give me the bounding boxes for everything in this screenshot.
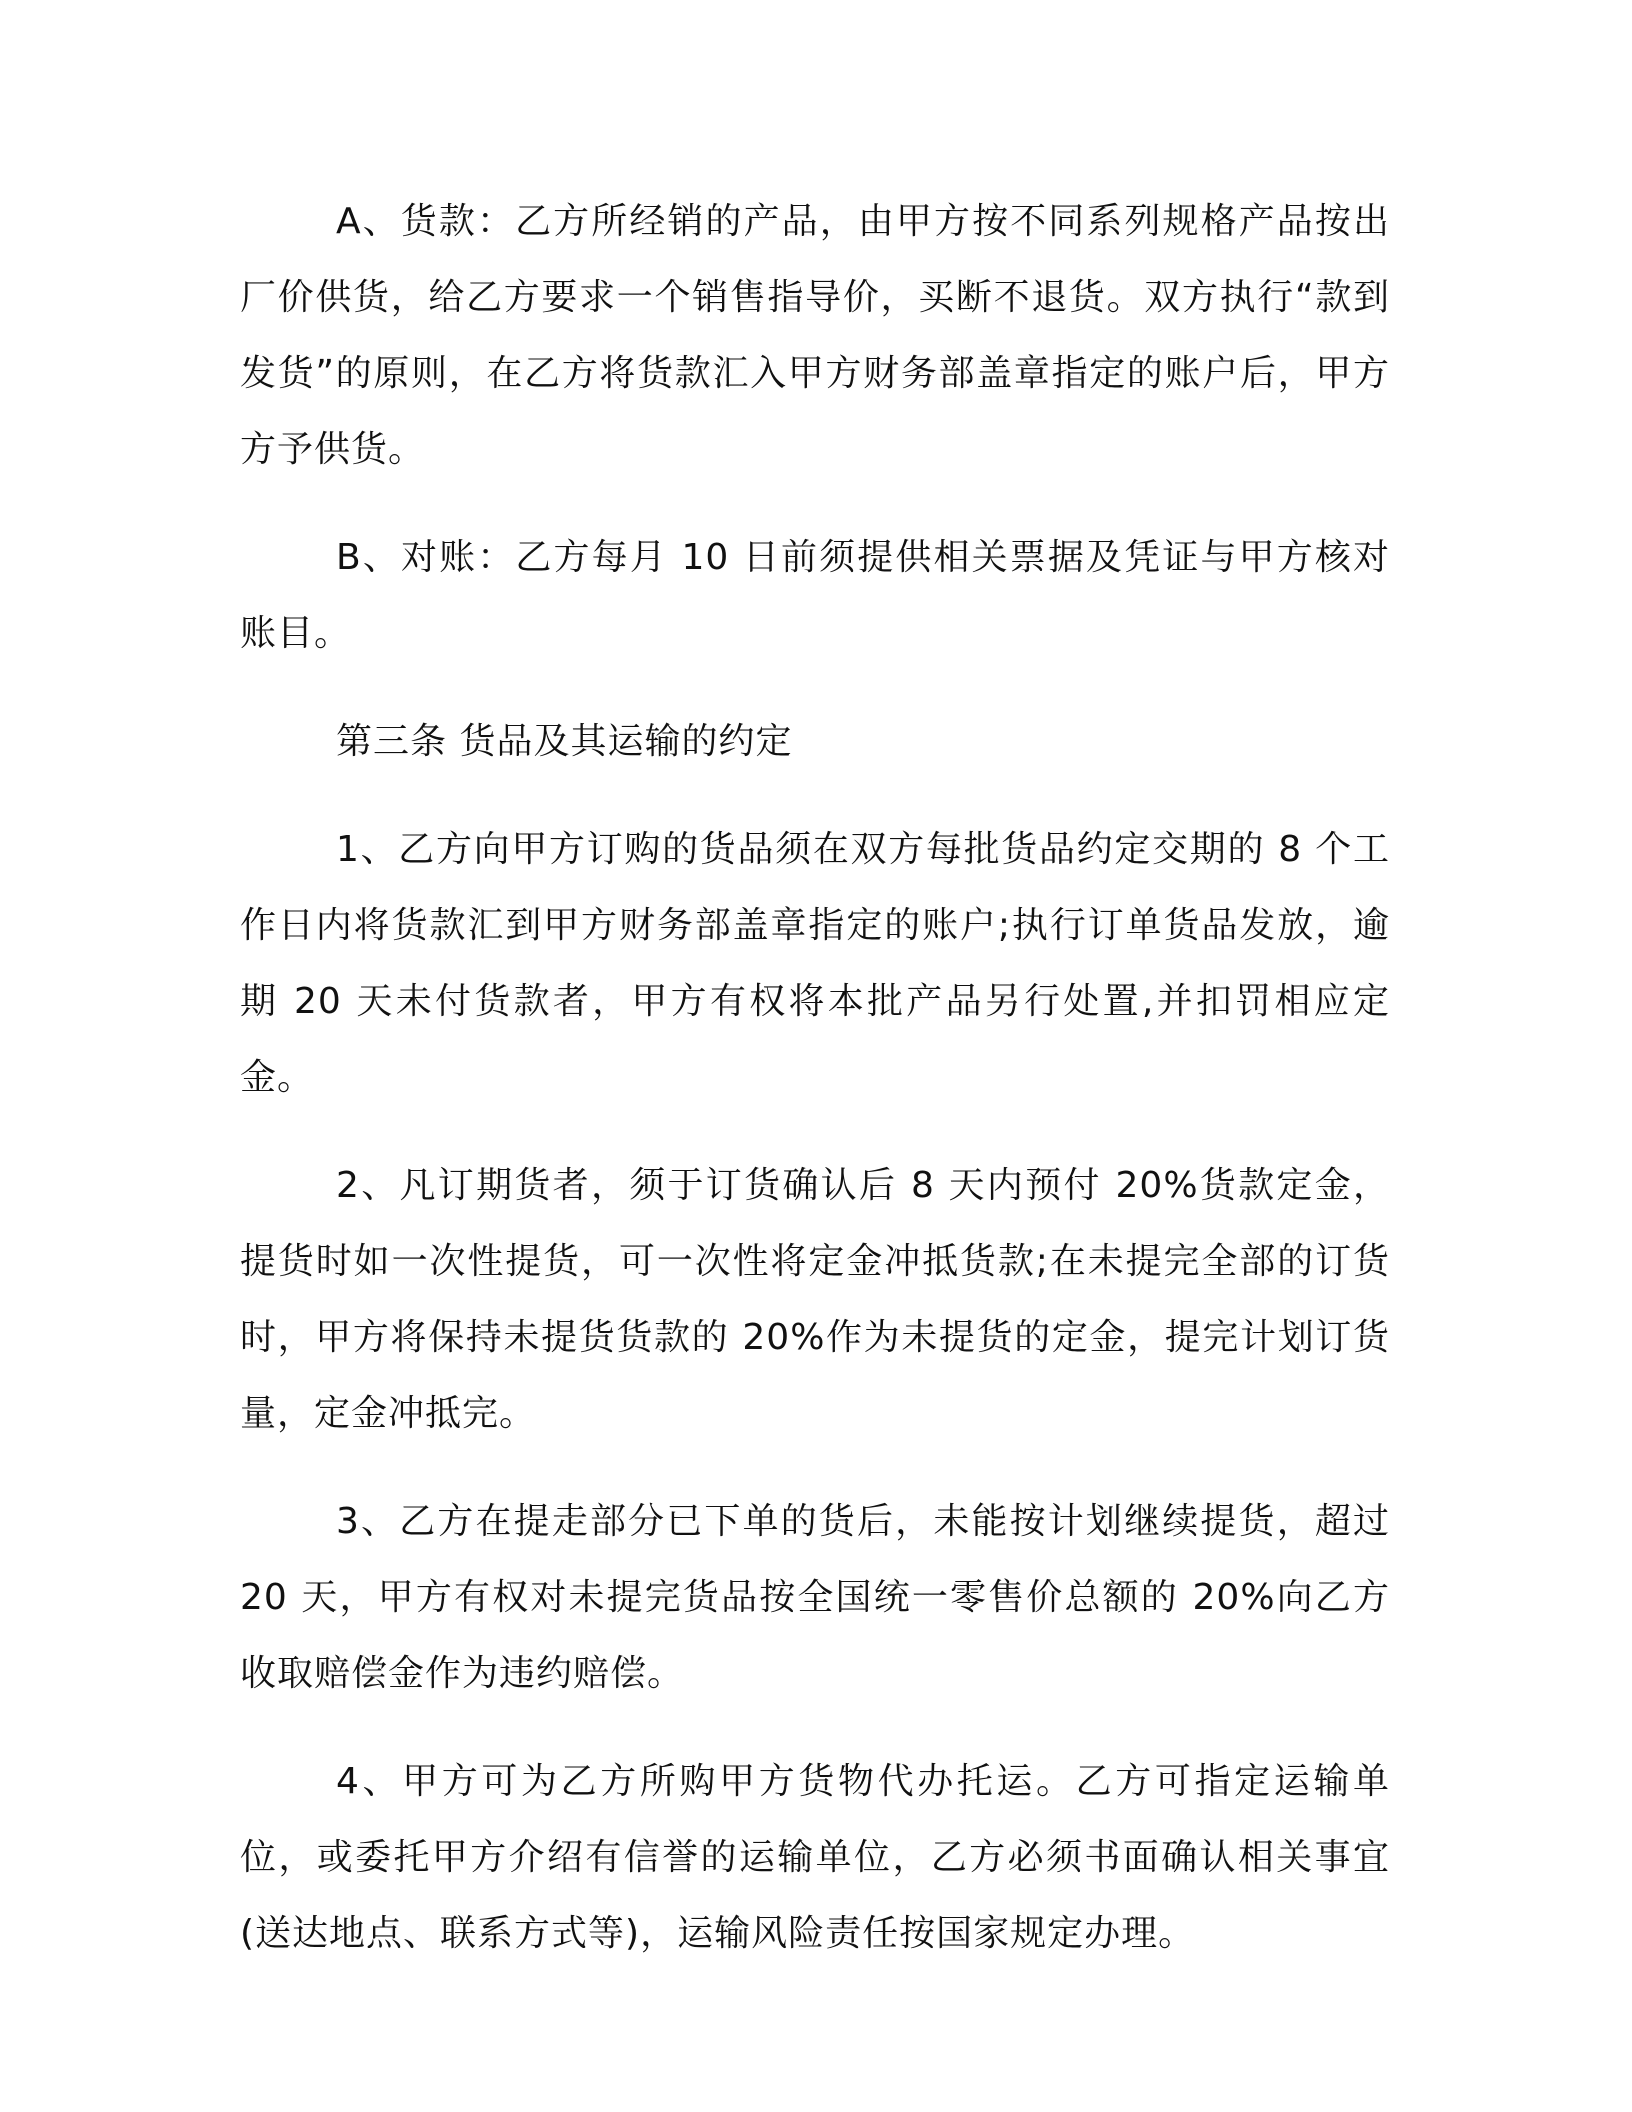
paragraph-clause-3: 3、乙方在提走部分已下单的货后，未能按计划继续提货，超过 20 天，甲方有权对未提完货品按全国统一零售价总额的 20%向乙方收取赔偿金作为违约赔偿。 [240, 1501, 1390, 1694]
paragraph-clause-4: 4、甲方可为乙方所购甲方货物代办托运。乙方可指定运输单位，或委托甲方介绍有信誉的运输单位，乙方必须书面确认相关事宜(送达地点、联系方式等)，运输风险责任按国家规定办理。 [240, 1761, 1390, 1954]
document-body [240, 184, 1390, 2004]
article-heading: 第三条 货品及其运输的约定 [336, 721, 793, 762]
paragraph-reconcile-b: B、对账：乙方每月 10 日前须提供相关票据及凭证与甲方核对账目。 [240, 537, 1390, 654]
paragraph-clause-1: 1、乙方向甲方订购的货品须在双方每批货品约定交期的 8 个工作日内将货款汇到甲方财务部盖章指定的账户;执行订单货品发放，逾期 20 天未付货款者，甲方有权将本批产品另行处置,并扣罚相应定金。 [240, 829, 1390, 1098]
paragraph-clause-2: 2、凡订期货者，须于订货确认后 8 天内预付 20%货款定金，提货时如一次性提货，可一次性将定金冲抵货款;在未提完全部的订货时，甲方将保持未提货货款的 20%作为未提货的定金，提完计划订货量，定金冲抵完。 [240, 1165, 1390, 1434]
paragraph-payment-a: A、货款：乙方所经销的产品，由甲方按不同系列规格产品按出厂价供货，给乙方要求一个销售指导价，买断不退货。双方执行“款到发货”的原则，在乙方将货款汇入甲方财务部盖章指定的账户后，甲方方予供货。 [240, 201, 1390, 470]
